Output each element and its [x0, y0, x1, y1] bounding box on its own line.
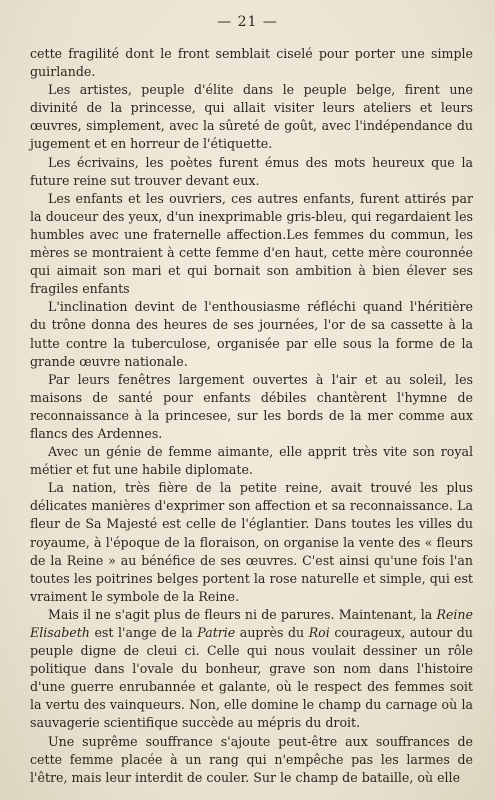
paragraph	[30, 371, 473, 443]
paragraph	[30, 606, 473, 733]
paragraph	[30, 81, 473, 153]
italic-text: Reine Elisabeth	[30, 606, 473, 640]
paragraph-text: Les écrivains, les poètes furent émus des mots heureux que la future reine sut trouver devant eux.	[30, 154, 473, 188]
paragraph-text: courageux, autour du peuple digne de cleui ci. Celle qui nous voulait dessiner un rôle politique dans l'ovale du bonheur, grave son nom dans l'histoire d'une guerre enrubannée et galante, où le respect des femmes soit la vertu des vainqueurs. Non, elle domine le champ du carnage où la sauvagerie scientifique succède au mépris du droit.	[30, 625, 473, 731]
paragraph-text: est l'ange de la	[89, 625, 198, 640]
paragraph-text: Une suprême souffrance s'ajoute peut-être aux souffrances de cette femme placée à un rang qui n'empêche pas les larmes de l'être, mais leur interdit de couler. Sur le champ de bataille, où elle	[30, 733, 473, 785]
paragraph	[30, 298, 473, 370]
paragraph-text: L'inclination devint de l'enthousiasme réfléchi quand l'héritière du trône donna des heures de ses journées, l'or de sa cassette à la lutte contre la tuberculose, organisée par elle sous la forme de la grande œuvre nationale.	[30, 299, 473, 369]
paragraph-text: Mais il ne s'agit plus de fleurs ni de parures. Maintenant, la	[48, 606, 437, 622]
page-number: — 21 —	[217, 14, 278, 30]
paragraph	[30, 190, 473, 299]
paragraph-text: Par leurs fenêtres largement ouvertes à l'air et au soleil, les maisons de santé pour enfants débiles chantèrent l'hymne de reconnaissance à la princesee, sur les bords de la mer comme aux flancs des Ardennes.	[30, 371, 473, 441]
paragraph-text: Avec un génie de femme aimante, elle apprit très vite son royal métier et fut une habile diplomate.	[30, 444, 473, 478]
paragraph-text: Les enfants et les ouvriers, ces autres enfants, furent attirés par la douceur des yeux, d'un inexprimable gris-bleu, qui regardaient les humbles avec une fraternelle affection.Les femmes du commun, les mères se montraient à cette femme d'en haut, cette mère couronnée qui aimait son mari et qui bornait son ambition à bien élever ses fragiles enfants	[30, 190, 473, 297]
paragraph	[30, 154, 473, 190]
paragraph	[30, 733, 473, 787]
paragraph-text: La nation, très fière de la petite reine, avait trouvé les plus délicates manières d'exprimer son affection et sa reconnaissance. La fleur de Sa Majesté est celle de l'églantier. Dans toutes les villes du royaume, à l'époque de la floraison, on organise la vente des « fleurs de la Reine » au bénéfice de ses œuvres. C'est ainsi qu'une fois l'an toutes les poitrines belges portent la rose naturelle et simple, qui est vraiment le symbole de la Reine.	[30, 480, 473, 604]
italic-text: Roi	[308, 625, 330, 640]
paragraph	[30, 443, 473, 479]
paragraph-text: Les artistes, peuple d'élite dans le peuple belge, firent une divinité de la princesse, qui allait visiter leurs ateliers et leurs œuvres, simplement, avec la sûreté de goût, avec l'indépendance du jugement et en horreur de l'étiquette.	[30, 82, 473, 152]
paragraph	[30, 479, 473, 606]
italic-text: Patrie	[197, 625, 236, 640]
body-text	[30, 45, 473, 787]
paragraph-text: cette fragilité dont le front semblait ciselé pour porter une simple guirlande.	[30, 46, 473, 80]
paragraph-text: auprès du	[235, 625, 309, 640]
paragraph	[30, 45, 473, 81]
